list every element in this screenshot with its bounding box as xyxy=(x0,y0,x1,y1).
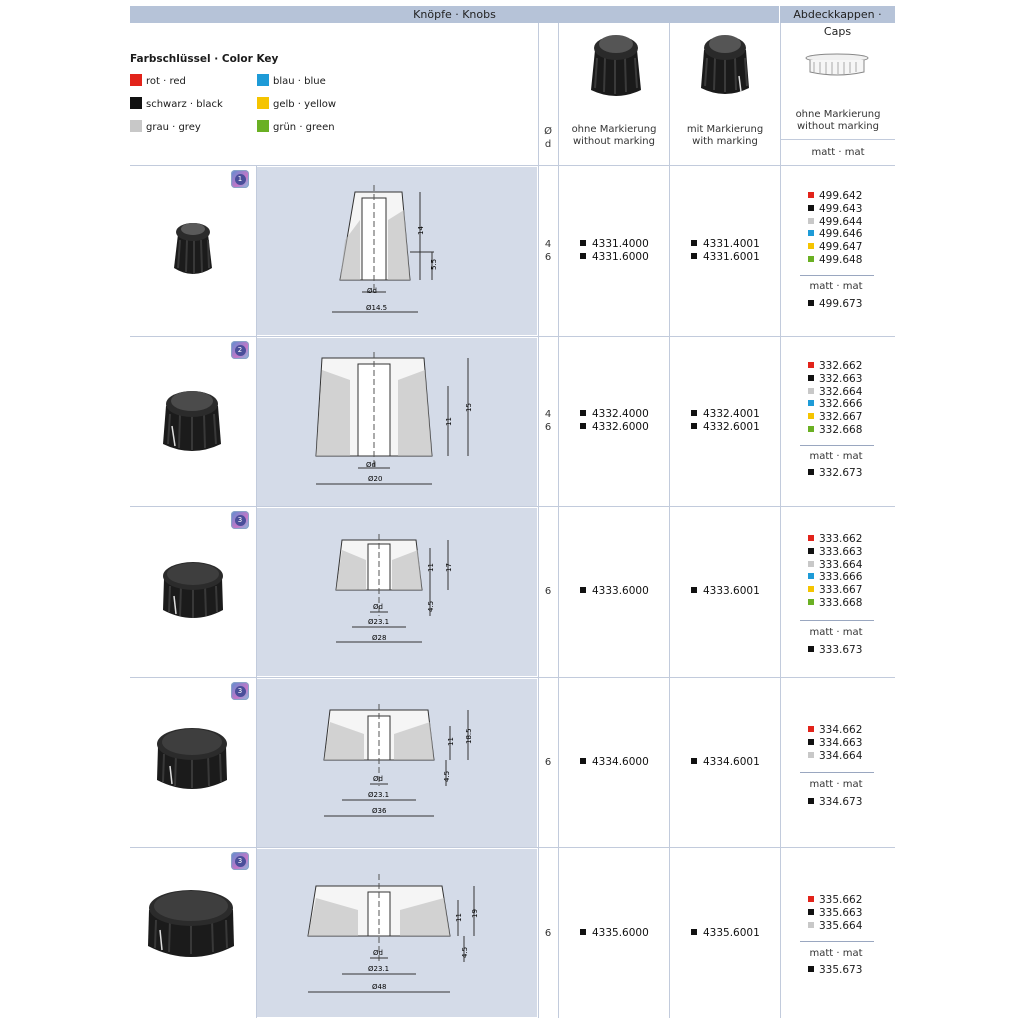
cap-item: 499.646 xyxy=(808,228,862,241)
divider xyxy=(538,23,539,1018)
svg-text:Ød: Ød xyxy=(367,287,377,295)
svg-text:Ø14.5: Ø14.5 xyxy=(366,304,388,312)
black-swatch xyxy=(130,97,142,109)
svg-text:Ød: Ød xyxy=(366,461,376,469)
cap-list xyxy=(808,894,862,932)
knob-photo xyxy=(144,884,238,968)
matt-label: matt · mat xyxy=(809,779,863,790)
divider xyxy=(256,166,257,1018)
divider xyxy=(130,506,895,507)
red-swatch xyxy=(130,74,142,86)
matt-label: matt · mat xyxy=(809,451,863,462)
divider xyxy=(800,445,874,446)
svg-text:Ø23.1: Ø23.1 xyxy=(368,618,390,626)
cap-item: 499.647 xyxy=(808,241,862,254)
cap-image xyxy=(804,52,870,78)
bore-values: 6 xyxy=(544,928,552,939)
header-caps: Abdeckkappen · Caps xyxy=(780,6,895,23)
matt-code: 499.673 xyxy=(808,298,862,311)
part-without-marking: 4332.4000 4332.6000 xyxy=(580,408,649,434)
technical-drawing xyxy=(270,180,520,330)
series-badge: 1 xyxy=(231,170,249,188)
cap-item: 334.663 xyxy=(808,737,862,750)
divider xyxy=(800,275,874,276)
svg-text:11: 11 xyxy=(455,913,463,922)
series-badge: 3 xyxy=(231,682,249,700)
knob-photo xyxy=(152,722,232,798)
series-badge: 3 xyxy=(231,511,249,529)
cap-item: 332.663 xyxy=(808,373,862,386)
divider xyxy=(130,677,895,678)
svg-text:11: 11 xyxy=(427,563,435,572)
part-without-marking: 4335.6000 xyxy=(580,927,649,940)
knob-photo xyxy=(168,218,218,280)
svg-text:14: 14 xyxy=(417,226,425,235)
blue-swatch xyxy=(257,74,269,86)
green-swatch xyxy=(257,120,269,132)
cap-item: 334.662 xyxy=(808,724,862,737)
bore-values: 6 xyxy=(544,586,552,597)
cap-item: 333.667 xyxy=(808,584,862,597)
col-without-marking: ohne Markierung without marking xyxy=(571,124,657,147)
svg-text:18.5: 18.5 xyxy=(465,728,473,744)
matt-code: 332.673 xyxy=(808,467,862,480)
cap-list xyxy=(808,533,862,610)
cap-item: 333.663 xyxy=(808,546,862,559)
divider xyxy=(130,165,895,166)
svg-text:Ød: Ød xyxy=(373,775,383,783)
part-with-marking: 4333.6001 xyxy=(691,585,760,598)
knob-photo xyxy=(158,386,226,458)
bore-values: 4 6 xyxy=(544,409,552,433)
divider xyxy=(781,139,895,140)
color-key-yellow: gelb · yellow xyxy=(257,97,336,111)
divider xyxy=(780,23,781,1018)
cap-item: 332.662 xyxy=(808,360,862,373)
cap-item: 333.666 xyxy=(808,571,862,584)
part-without-marking: 4331.4000 4331.6000 xyxy=(580,238,649,264)
divider xyxy=(130,336,895,337)
svg-text:Ø48: Ø48 xyxy=(372,983,387,991)
svg-text:Ød: Ød xyxy=(373,603,383,611)
cap-item: 499.648 xyxy=(808,254,862,267)
cap-item: 333.662 xyxy=(808,533,862,546)
technical-drawing xyxy=(270,700,520,825)
color-key-green: grün · green xyxy=(257,120,335,134)
series-badge: 3 xyxy=(231,852,249,870)
divider xyxy=(558,23,559,1018)
cap-item: 332.668 xyxy=(808,424,862,437)
svg-text:11: 11 xyxy=(445,417,453,426)
matt-code: 333.673 xyxy=(808,644,862,657)
color-key-black: schwarz · black xyxy=(130,97,223,111)
part-with-marking: 4334.6001 xyxy=(691,756,760,769)
part-without-marking: 4334.6000 xyxy=(580,756,649,769)
bore-symbol: Ø d xyxy=(544,126,552,150)
svg-text:11: 11 xyxy=(447,737,455,746)
divider xyxy=(669,23,670,1018)
svg-text:4.5: 4.5 xyxy=(443,770,451,782)
divider xyxy=(800,620,874,621)
color-key-title: Farbschlüssel · Color Key xyxy=(130,53,279,65)
cap-list xyxy=(808,360,862,437)
svg-text:17: 17 xyxy=(445,563,453,572)
svg-text:Ø23.1: Ø23.1 xyxy=(368,965,390,973)
yellow-swatch xyxy=(257,97,269,109)
technical-drawing xyxy=(270,530,520,650)
cap-item: 333.668 xyxy=(808,597,862,610)
cap-list xyxy=(808,190,862,267)
color-key-grey: grau · grey xyxy=(130,120,201,134)
svg-text:Ød: Ød xyxy=(373,949,383,957)
svg-text:4.5: 4.5 xyxy=(427,600,435,612)
part-with-marking: 4332.4001 4332.6001 xyxy=(691,408,760,434)
svg-text:19: 19 xyxy=(471,909,479,918)
svg-text:15: 15 xyxy=(465,403,473,412)
svg-text:5.5: 5.5 xyxy=(430,258,438,270)
matt-code: 335.673 xyxy=(808,964,862,977)
color-key-red: rot · red xyxy=(130,74,186,88)
cap-item: 332.666 xyxy=(808,398,862,411)
bore-values: 4 6 xyxy=(544,239,552,263)
cap-item: 332.664 xyxy=(808,386,862,399)
svg-text:Ø23.1: Ø23.1 xyxy=(368,791,390,799)
svg-text:Ø20: Ø20 xyxy=(368,475,383,483)
svg-text:4.5: 4.5 xyxy=(461,946,469,958)
divider xyxy=(800,941,874,942)
cap-item: 335.663 xyxy=(808,907,862,920)
part-with-marking: 4331.4001 4331.6001 xyxy=(691,238,760,264)
svg-text:Ø28: Ø28 xyxy=(372,634,387,642)
cap-item: 499.643 xyxy=(808,203,862,216)
cap-item: 332.667 xyxy=(808,411,862,424)
part-without-marking: 4333.6000 xyxy=(580,585,649,598)
cap-list xyxy=(808,724,862,762)
matt-label: matt · mat xyxy=(809,948,863,959)
knob-photo xyxy=(158,556,228,626)
divider xyxy=(130,847,895,848)
knob-with-marking-image xyxy=(695,28,755,100)
bore-values: 6 xyxy=(544,757,552,768)
svg-text:Ø36: Ø36 xyxy=(372,807,387,815)
cap-item: 335.662 xyxy=(808,894,862,907)
cap-item: 334.664 xyxy=(808,750,862,763)
cap-item: 335.664 xyxy=(808,920,862,933)
col-with-marking: mit Markierung with marking xyxy=(686,124,764,147)
grey-swatch xyxy=(130,120,142,132)
knob-without-marking-image xyxy=(585,28,647,102)
matt-code: 334.673 xyxy=(808,796,862,809)
col-caps-finish: matt · mat xyxy=(811,147,865,158)
cap-item: 499.642 xyxy=(808,190,862,203)
cap-item: 499.644 xyxy=(808,216,862,229)
technical-drawing xyxy=(270,870,520,1000)
color-key-blue: blau · blue xyxy=(257,74,326,88)
cap-item: 333.664 xyxy=(808,559,862,572)
technical-drawing xyxy=(270,350,520,500)
col-caps: ohne Markierung without marking xyxy=(795,109,881,132)
divider xyxy=(800,772,874,773)
header-knobs: Knöpfe · Knobs xyxy=(130,6,779,23)
part-with-marking: 4335.6001 xyxy=(691,927,760,940)
series-badge: 2 xyxy=(231,341,249,359)
matt-label: matt · mat xyxy=(809,281,863,292)
matt-label: matt · mat xyxy=(809,627,863,638)
